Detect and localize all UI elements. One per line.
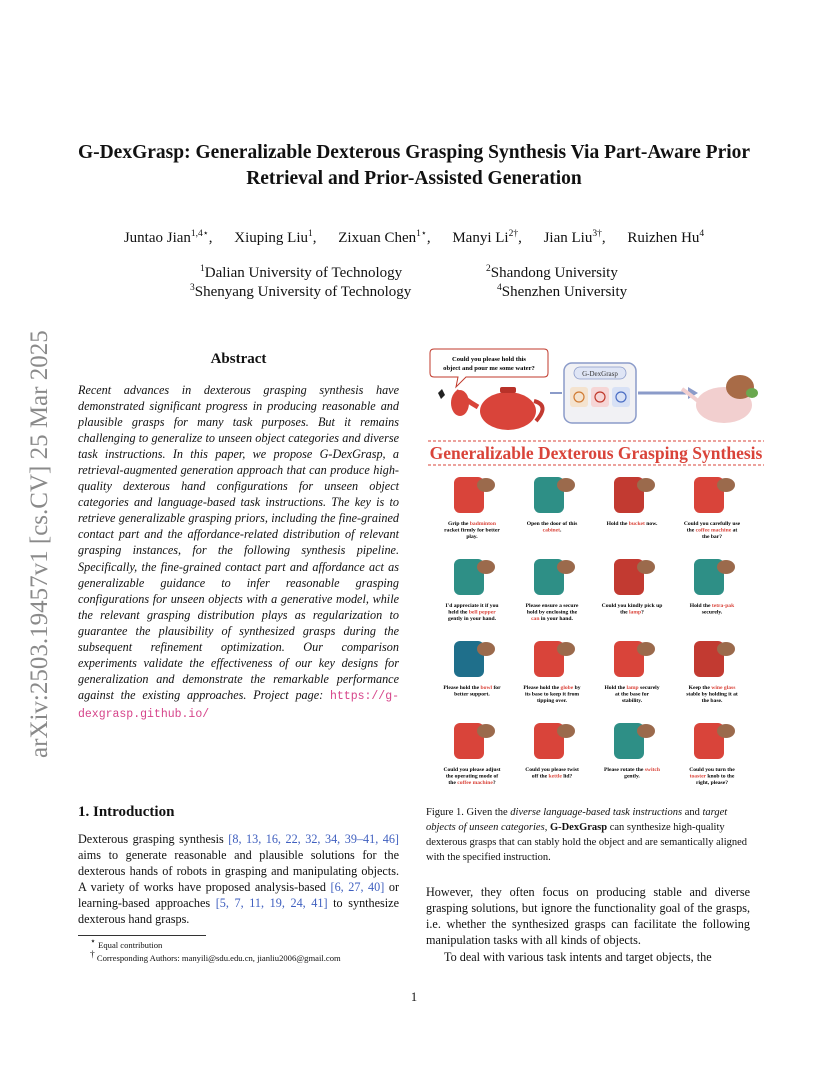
title-line-2: Retrieval and Prior-Assisted Generation: [246, 168, 582, 189]
task-instruction: Hold the bucket now.: [606, 521, 658, 527]
task-instruction: Please hold the bowl for better support.: [443, 685, 501, 698]
hand-thumbnail: [557, 724, 575, 738]
footnote: ⋆ Equal contribution: [90, 937, 163, 950]
affiliation: $^3$Shenyang University of Technology: [190, 283, 412, 300]
author: Xiuping Liu$^1$,: [234, 229, 317, 246]
pipeline-title: G-DexGrasp: [582, 370, 618, 378]
task-instruction: Please rotate the switch gently.: [604, 767, 660, 780]
task-grid: [443, 477, 740, 786]
task-instruction: Could you please twist off the kettle lid?: [525, 767, 579, 780]
task-instruction: Please ensure a secure hold by enclosing the can in your hand.: [525, 603, 579, 623]
figure-caption: Figure 1. Given the diverse language-based task instructions and target objects of unseen categories, G-DexGrasp can synthesize high-quality dexterous grasps that can stably hold the object and are semantically aligned with the specified instruction.: [426, 807, 748, 863]
introduction-paragraph: Dexterous grasping synthesis [8, 13, 16, 22, 32, 34, 39–41, 46] aims to generate reasonable and plausible solutions for the dexterous hands of robots in grasping and manipulating objects. A variety of works have proposed analysis-based [6, 27, 40] or learning-based approaches [5, 7, 11, 19, 24, 41] to synthesize dexterous hand grasps.: [78, 832, 400, 927]
author: Ruizhen Hu$^4$: [627, 229, 705, 246]
task-instruction: Hold the lamp securely at the base for stability.: [604, 685, 660, 705]
task-instruction: Could you kindly pick up the lamp?: [601, 603, 663, 616]
hand-thumbnail: [557, 560, 575, 574]
author: Zixuan Chen$^{1⋆}$,: [338, 229, 431, 246]
task-instruction: Grip the badminton racket firmly for better play.: [444, 521, 500, 541]
abstract-heading: Abstract: [210, 351, 267, 367]
figure-banner: Generalizable Dexterous Grasping Synthesis: [429, 443, 763, 463]
hand-thumbnail: [717, 478, 735, 492]
citation-link[interactable]: [5, 7, 11, 19, 24, 41]: [215, 896, 328, 911]
hand-thumbnail: [717, 560, 735, 574]
hand-thumbnail: [477, 642, 495, 656]
author: Manyi $Li^{2\dagger}$,: [452, 229, 522, 246]
footnote: † Corresponding Authors: manyili@sdu.edu.cn, jianliu2006@gmail.com: [90, 950, 341, 963]
task-instruction: Keep the wine glass stable by holding it at the base.: [686, 685, 738, 705]
affiliation: $^4$Shenzhen University: [497, 283, 628, 300]
task-instruction: Could you please adjust the operating mode of the coffee machine?: [443, 767, 501, 787]
task-instruction: Could you turn the toaster knob to the right, please?: [689, 767, 735, 787]
affiliation: $^2$Shandong University: [486, 264, 618, 281]
paper-title: [60, 140, 768, 192]
section-heading-introduction: 1. Introduction: [78, 804, 175, 820]
hand-thumbnail: [557, 478, 575, 492]
affiliation: $^1$Dalian University of Technology: [200, 264, 403, 281]
hand-thumbnail: [477, 724, 495, 738]
task-instruction: Open the door of this cabinet.: [526, 521, 578, 534]
hand-thumbnail: [477, 560, 495, 574]
result-teapot-image: [682, 375, 758, 423]
hand-thumbnail: [637, 642, 655, 656]
hand-thumbnail: [477, 478, 495, 492]
page-number: 1: [410, 990, 418, 1004]
author: Juntao Jian$^{1,4⋆}$,: [123, 229, 213, 246]
footnote-rule: [78, 935, 206, 936]
task-instruction: Hold the tetra-pak securely.: [689, 603, 735, 616]
body-paragraph: However, they often focus on producing stable and diverse grasping solutions, but ignore the functionality goal of the grasps, i.e. whether the synthesized grasps can facilitate the following manipulation tasks with all kinds of objects.: [426, 885, 750, 948]
svg-text:Could you please hold this: Could you please hold this: [451, 356, 527, 363]
speech-bubble: [430, 349, 548, 387]
hand-thumbnail: [717, 642, 735, 656]
hand-thumbnail: [637, 478, 655, 492]
figure-1: [426, 343, 766, 791]
task-instruction: Could you carefully use the coffee machine at the bar?: [683, 521, 741, 541]
task-instruction: I'd appreciate it if you held the bell pepper gently in your hand.: [445, 603, 499, 623]
abstract-body: [78, 382, 399, 723]
pipeline-box: [550, 363, 698, 423]
citation-link[interactable]: [6, 27, 40]: [330, 880, 385, 895]
abstract-text: Recent advances in dexterous grasping synthesis have demonstrated significant progress in producing reasonable and plausible grasps for many task purposes. But it remains challenging to generalize to unseen object categories and diverse task instructions. In this paper, we propose G-DexGrasp, a retrieval-augmented generation approach that can produce high-quality dexterous hand configurations for unseen object categories and language-based task instructions. The key is to retrieve generalizable grasping priors, including the fine-grained contact part and the affordance-related distribution of relevant grasping instances, for the following synthesis pipeline. Specifically, the fine-grained contact part and affordance act as generalizable guidance to infer reasonable grasping configurations for unseen objects with a generative model, while the relevant grasping distribution plays as regularization to guarantee the plausibility of synthesized grasps during the subsequent refinement optimization. Our comparison experiments validate the effectiveness of our key designs for generalization and demonstrate the remarkable performance against the existing approaches. Project page:: [78, 383, 399, 702]
hand-thumbnail: [637, 724, 655, 738]
citation-link[interactable]: [8, 13, 16, 22, 32, 34, 39–41, 46]: [228, 832, 399, 846]
title-line-1: G-DexGrasp: Generalizable Dexterous Grasping Synthesis Via Part-Aware Prior: [77, 142, 751, 163]
hand-thumbnail: [717, 724, 735, 738]
hand-thumbnail: [637, 560, 655, 574]
arxiv-stamp-text: arXiv:2503.19457v1 [cs.CV] 25 Mar 2025: [26, 330, 53, 758]
author: Jian Liu$^{3\dagger}$,: [543, 229, 606, 246]
svg-text:object and pour me some water?: object and pour me some water?: [443, 365, 535, 372]
author-list: [60, 230, 768, 247]
hand-thumbnail: [557, 642, 575, 656]
arxiv-stamp: [24, 282, 54, 760]
task-instruction: Please hold the globe by its base to keep it from tipping over.: [523, 685, 581, 705]
teapot-image: [438, 387, 543, 430]
project-page-link[interactable]: https://g-dexgrasp.github.io/: [78, 689, 399, 721]
body-paragraph: To deal with various task intents and target objects, the: [444, 950, 712, 964]
